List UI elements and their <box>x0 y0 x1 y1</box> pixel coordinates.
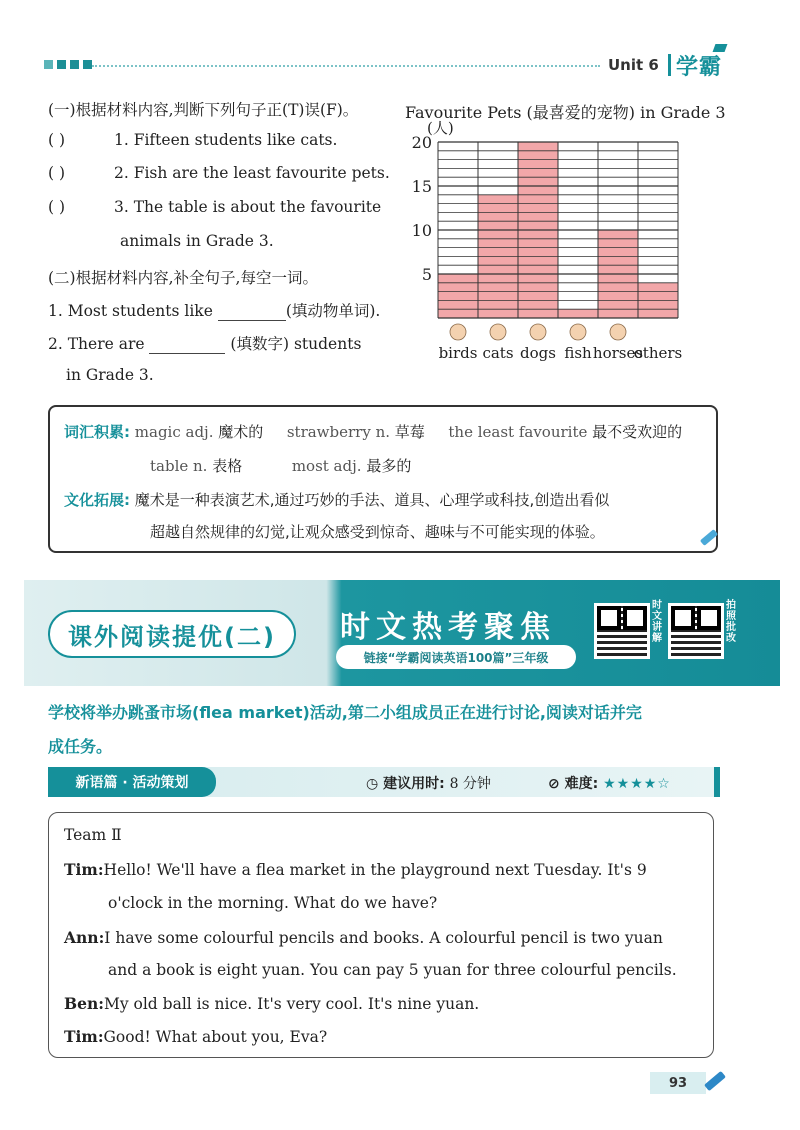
line-text: and a book is eight yuan. You can pay 5 yuan for three colourful pencils. <box>108 961 677 979</box>
question-text: 2. There are <box>48 335 145 353</box>
answer-blank[interactable] <box>218 302 286 321</box>
line-text: Good! What about you, Eva? <box>103 1028 328 1046</box>
vocab-word: the least favourite <box>448 423 588 441</box>
x-tick-label: fish <box>564 344 592 362</box>
tf-question-1 <box>48 131 337 149</box>
suggested-time <box>366 773 491 793</box>
answer-blank[interactable] <box>149 335 225 354</box>
qr-code-icon[interactable] <box>594 603 650 659</box>
y-tick-label: 5 <box>421 265 432 284</box>
vocab-word: magic adj. <box>134 423 214 441</box>
dialogue-line <box>108 961 677 979</box>
culture-row-2 <box>150 521 605 542</box>
x-tick-label: birds <box>438 344 478 362</box>
fill-question-2-cont: in Grade 3. <box>66 366 154 384</box>
difficulty-stars: ★★★★☆ <box>603 776 671 792</box>
culture-text: 超越自然规律的幻觉,让观众感受到惊奇、趣味与不可能实现的体验。 <box>150 523 605 541</box>
speaker: Tim: <box>64 1027 104 1046</box>
question-hint: (填动物单词). <box>285 302 381 320</box>
vocab-meaning: 草莓 <box>394 423 425 441</box>
birds-icon <box>450 324 466 340</box>
question-text: 1. Most students like <box>48 302 213 320</box>
bar-birds <box>438 274 478 318</box>
vocab-row-1 <box>64 421 682 442</box>
header-decoration <box>44 60 92 69</box>
vocab-word: most adj. <box>291 457 362 475</box>
answer-paren[interactable]: ( ) <box>48 131 66 149</box>
y-tick-label: 10 <box>411 221 432 240</box>
fill-question-2 <box>48 332 361 354</box>
fill-question-1 <box>48 299 380 321</box>
banner-title: 时文热考聚焦 <box>340 610 556 645</box>
question-text: 3. The table is about the favourite <box>114 198 382 216</box>
line-text: I have some colourful pencils and books. A colourful pencil is two yuan <box>104 929 663 947</box>
dialogue-line <box>108 894 437 912</box>
intro-line-2: 成任务。 <box>48 737 113 756</box>
chart-y-unit: (人) <box>427 119 454 137</box>
brand-logo: 学霸 <box>676 55 723 80</box>
line-text: My old ball is nice. It's very cool. It's nine yuan. <box>103 995 480 1013</box>
banner-subtitle: 链接“学霸阅读英语100篇”三年级 <box>336 645 576 669</box>
page-number: 93 <box>650 1072 706 1094</box>
speaker: Ann: <box>64 928 105 947</box>
text-type-tag: 新语篇 · 活动策划 <box>48 767 216 797</box>
bar-chart <box>400 128 700 373</box>
difficulty <box>548 773 671 793</box>
vocab-word: strawberry n. <box>286 423 391 441</box>
header-dotted-line <box>92 65 600 67</box>
answer-paren[interactable]: ( ) <box>48 198 66 216</box>
question-text: students <box>293 335 362 353</box>
chart-title: Favourite Pets (最喜爱的宠物) in Grade 3 <box>405 103 726 122</box>
vocab-meaning: 表格 <box>212 457 243 475</box>
vocab-meaning: 魔术的 <box>218 423 264 441</box>
bar-fish <box>558 309 598 318</box>
horses-icon <box>610 324 626 340</box>
line-text: o'clock in the morning. What do we have? <box>108 894 438 912</box>
culture-label: 文化拓展: <box>64 491 130 509</box>
vocab-label: 词汇积累: <box>64 423 130 441</box>
dialogue-line <box>64 994 479 1013</box>
speaker: Ben: <box>64 994 104 1013</box>
question-hint: (填数字) <box>230 335 290 353</box>
question-text: 2. Fish are the least favourite pets. <box>114 164 390 182</box>
qr-label: 时文讲解 <box>652 600 662 644</box>
dialogue-line <box>64 860 647 879</box>
qr-code-icon[interactable] <box>668 603 724 659</box>
culture-text: 魔术是一种表演艺术,通过巧妙的手法、道具、心理学或科技,创造出看似 <box>134 491 610 509</box>
cats-icon <box>490 324 506 340</box>
clock-icon: ◷ <box>366 776 379 792</box>
answer-paren[interactable]: ( ) <box>48 164 66 182</box>
header-divider <box>668 54 671 76</box>
unit-label: Unit 6 <box>608 56 659 74</box>
dialogue-line <box>64 1027 327 1046</box>
dogs-icon <box>530 324 546 340</box>
tf-question-3 <box>48 198 381 216</box>
pencil-icon <box>704 1071 726 1091</box>
strip-end-bar <box>714 767 720 797</box>
qr-label: 拍照批改 <box>726 600 736 644</box>
x-tick-label: horses <box>592 344 644 362</box>
section2-heading: (二)根据材料内容,补全句子,每空一词。 <box>48 269 318 287</box>
dialogue-line <box>64 928 663 947</box>
speaker: Tim: <box>64 860 104 879</box>
fish-icon <box>570 324 586 340</box>
vocab-meaning: 最不受欢迎的 <box>592 423 683 441</box>
difficulty-label: 难度: <box>564 776 599 792</box>
banner-heading: 课外阅读提优(二) <box>48 610 296 658</box>
time-value: 8 分钟 <box>449 776 491 792</box>
section1-heading: (一)根据材料内容,判断下列句子正(T)误(F)。 <box>48 101 359 119</box>
y-tick-label: 20 <box>411 133 432 152</box>
x-tick-label: others <box>633 344 683 362</box>
vocab-word: table n. <box>150 457 208 475</box>
question-text: 1. Fifteen students like cats. <box>114 131 338 149</box>
time-label: 建议用时: <box>383 776 445 792</box>
tf-question-3-cont: animals in Grade 3. <box>120 232 274 250</box>
vocab-row-2 <box>150 455 411 476</box>
vocab-meaning: 最多的 <box>366 457 412 475</box>
line-text: Hello! We'll have a flea market in the playground next Tuesday. It's 9 <box>103 861 647 879</box>
tf-question-2 <box>48 164 390 182</box>
team-title: Team Ⅱ <box>64 826 122 844</box>
x-tick-label: dogs <box>520 344 556 362</box>
culture-row <box>64 489 609 510</box>
x-tick-label: cats <box>482 344 514 362</box>
graduation-cap-icon <box>713 44 728 52</box>
vocabulary-box <box>48 405 718 553</box>
check-circle-icon: ⊘ <box>548 776 560 792</box>
intro-line-1: 学校将举办跳蚤市场(flea market)活动,第二小组成员正在进行讨论,阅读对话并完 <box>48 703 642 722</box>
y-tick-label: 15 <box>411 177 432 196</box>
